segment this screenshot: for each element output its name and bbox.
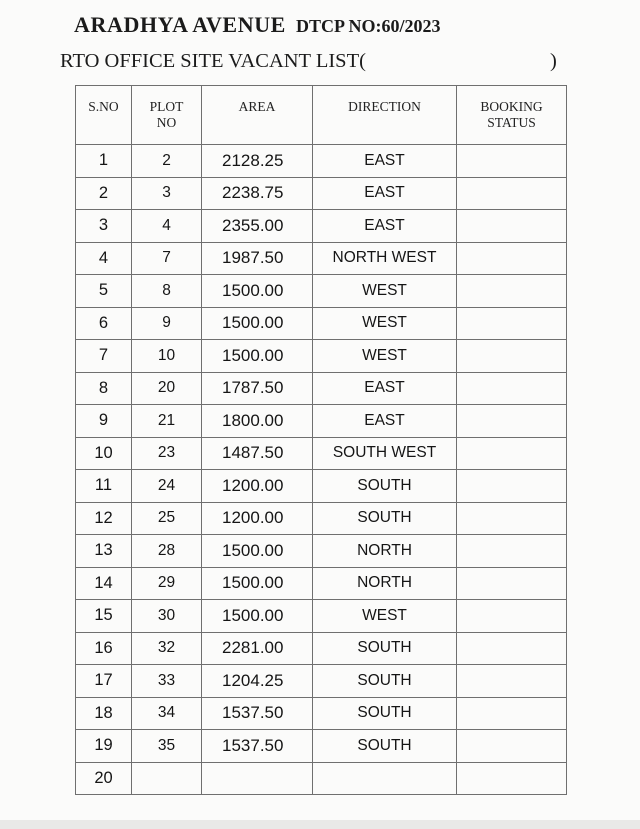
cell-area: 1500.00 bbox=[202, 567, 313, 600]
cell-plot-no: 9 bbox=[132, 307, 202, 340]
cell-direction: WEST bbox=[313, 600, 457, 633]
cell-direction: SOUTH bbox=[313, 730, 457, 763]
cell-direction: SOUTH bbox=[313, 697, 457, 730]
table-row bbox=[76, 372, 567, 405]
cell-area bbox=[202, 762, 313, 795]
column-header-plot-line1: PLOT bbox=[149, 99, 184, 114]
table-row bbox=[76, 210, 567, 243]
cell-booking-status bbox=[457, 762, 567, 795]
column-header-plot bbox=[132, 86, 202, 145]
column-header-booking-line2: STATUS bbox=[487, 115, 536, 130]
table-body bbox=[76, 145, 567, 795]
table-row bbox=[76, 307, 567, 340]
table-row bbox=[76, 697, 567, 730]
table-row bbox=[76, 535, 567, 568]
cell-booking-status bbox=[457, 535, 567, 568]
cell-booking-status bbox=[457, 372, 567, 405]
cell-sno: 4 bbox=[76, 242, 132, 275]
cell-plot-no: 28 bbox=[132, 535, 202, 568]
cell-direction: WEST bbox=[313, 307, 457, 340]
cell-direction: SOUTH WEST bbox=[313, 437, 457, 470]
cell-plot-no: 24 bbox=[132, 470, 202, 503]
cell-sno: 12 bbox=[76, 502, 132, 535]
cell-sno: 3 bbox=[76, 210, 132, 243]
cell-area: 1487.50 bbox=[202, 437, 313, 470]
cell-direction: SOUTH bbox=[313, 632, 457, 665]
cell-direction: EAST bbox=[313, 372, 457, 405]
cell-area: 1200.00 bbox=[202, 502, 313, 535]
cell-sno: 19 bbox=[76, 730, 132, 763]
cell-booking-status bbox=[457, 600, 567, 633]
column-header-area: AREA bbox=[202, 86, 313, 145]
cell-plot-no: 21 bbox=[132, 405, 202, 438]
cell-sno: 11 bbox=[76, 470, 132, 503]
cell-plot-no: 29 bbox=[132, 567, 202, 600]
cell-direction: WEST bbox=[313, 275, 457, 308]
table-row bbox=[76, 502, 567, 535]
cell-direction: NORTH bbox=[313, 535, 457, 568]
list-title-close: ) bbox=[550, 50, 557, 72]
cell-booking-status bbox=[457, 437, 567, 470]
cell-sno: 6 bbox=[76, 307, 132, 340]
cell-sno: 14 bbox=[76, 567, 132, 600]
cell-area: 1500.00 bbox=[202, 275, 313, 308]
cell-area: 1537.50 bbox=[202, 730, 313, 763]
column-header-direction: DIRECTION bbox=[313, 86, 457, 145]
page-bottom-edge bbox=[0, 820, 640, 829]
cell-area: 1204.25 bbox=[202, 665, 313, 698]
cell-plot-no: 4 bbox=[132, 210, 202, 243]
cell-direction: EAST bbox=[313, 405, 457, 438]
cell-plot-no bbox=[132, 762, 202, 795]
cell-area: 1500.00 bbox=[202, 535, 313, 568]
cell-direction: SOUTH bbox=[313, 665, 457, 698]
table-row bbox=[76, 242, 567, 275]
cell-booking-status bbox=[457, 210, 567, 243]
cell-direction: EAST bbox=[313, 145, 457, 178]
cell-plot-no: 30 bbox=[132, 600, 202, 633]
table-row bbox=[76, 145, 567, 178]
cell-plot-no: 8 bbox=[132, 275, 202, 308]
cell-area: 1500.00 bbox=[202, 340, 313, 373]
cell-booking-status bbox=[457, 730, 567, 763]
cell-plot-no: 32 bbox=[132, 632, 202, 665]
cell-area: 1537.50 bbox=[202, 697, 313, 730]
cell-sno: 9 bbox=[76, 405, 132, 438]
cell-booking-status bbox=[457, 632, 567, 665]
list-title bbox=[60, 50, 565, 73]
cell-area: 2128.25 bbox=[202, 145, 313, 178]
vacant-sites-table bbox=[75, 85, 567, 795]
cell-plot-no: 10 bbox=[132, 340, 202, 373]
project-name: ARADHYA AVENUE bbox=[74, 12, 286, 37]
cell-plot-no: 35 bbox=[132, 730, 202, 763]
table-row bbox=[76, 730, 567, 763]
cell-sno: 13 bbox=[76, 535, 132, 568]
cell-direction: NORTH bbox=[313, 567, 457, 600]
cell-booking-status bbox=[457, 145, 567, 178]
table-header-row bbox=[76, 86, 567, 145]
cell-sno: 20 bbox=[76, 762, 132, 795]
cell-booking-status bbox=[457, 502, 567, 535]
cell-sno: 2 bbox=[76, 177, 132, 210]
cell-area: 2238.75 bbox=[202, 177, 313, 210]
table-row bbox=[76, 340, 567, 373]
table-row bbox=[76, 177, 567, 210]
cell-direction: NORTH WEST bbox=[313, 242, 457, 275]
table-row bbox=[76, 567, 567, 600]
cell-direction: SOUTH bbox=[313, 470, 457, 503]
cell-direction bbox=[313, 762, 457, 795]
cell-sno: 1 bbox=[76, 145, 132, 178]
table-row bbox=[76, 470, 567, 503]
cell-booking-status bbox=[457, 665, 567, 698]
cell-plot-no: 2 bbox=[132, 145, 202, 178]
cell-area: 1987.50 bbox=[202, 242, 313, 275]
cell-sno: 7 bbox=[76, 340, 132, 373]
column-header-booking-line1: BOOKING bbox=[480, 99, 543, 114]
cell-area: 1500.00 bbox=[202, 600, 313, 633]
column-header-plot-line2: NO bbox=[156, 115, 177, 130]
cell-plot-no: 34 bbox=[132, 697, 202, 730]
cell-plot-no: 25 bbox=[132, 502, 202, 535]
cell-sno: 10 bbox=[76, 437, 132, 470]
cell-booking-status bbox=[457, 567, 567, 600]
cell-booking-status bbox=[457, 307, 567, 340]
dtcp-number: DTCP NO:60/2023 bbox=[295, 16, 441, 36]
table-row bbox=[76, 632, 567, 665]
cell-area: 1787.50 bbox=[202, 372, 313, 405]
cell-direction: WEST bbox=[313, 340, 457, 373]
cell-plot-no: 20 bbox=[132, 372, 202, 405]
cell-sno: 5 bbox=[76, 275, 132, 308]
cell-plot-no: 23 bbox=[132, 437, 202, 470]
cell-sno: 16 bbox=[76, 632, 132, 665]
cell-direction: EAST bbox=[313, 210, 457, 243]
table-row bbox=[76, 762, 567, 795]
cell-area: 2281.00 bbox=[202, 632, 313, 665]
cell-sno: 18 bbox=[76, 697, 132, 730]
list-title-text: RTO OFFICE SITE VACANT LIST( bbox=[60, 50, 366, 72]
cell-booking-status bbox=[457, 405, 567, 438]
table-row bbox=[76, 405, 567, 438]
cell-plot-no: 7 bbox=[132, 242, 202, 275]
table-row bbox=[76, 437, 567, 470]
document-heading bbox=[74, 12, 440, 38]
cell-plot-no: 3 bbox=[132, 177, 202, 210]
cell-sno: 15 bbox=[76, 600, 132, 633]
cell-area: 1800.00 bbox=[202, 405, 313, 438]
table-row bbox=[76, 665, 567, 698]
cell-plot-no: 33 bbox=[132, 665, 202, 698]
cell-booking-status bbox=[457, 242, 567, 275]
table-row bbox=[76, 275, 567, 308]
cell-direction: SOUTH bbox=[313, 502, 457, 535]
cell-booking-status bbox=[457, 697, 567, 730]
column-header-sno: S.NO bbox=[76, 86, 132, 145]
column-header-booking-status bbox=[457, 86, 567, 145]
table-row bbox=[76, 600, 567, 633]
cell-sno: 8 bbox=[76, 372, 132, 405]
cell-booking-status bbox=[457, 340, 567, 373]
cell-area: 1200.00 bbox=[202, 470, 313, 503]
cell-booking-status bbox=[457, 275, 567, 308]
cell-area: 1500.00 bbox=[202, 307, 313, 340]
cell-area: 2355.00 bbox=[202, 210, 313, 243]
cell-booking-status bbox=[457, 177, 567, 210]
cell-sno: 17 bbox=[76, 665, 132, 698]
cell-booking-status bbox=[457, 470, 567, 503]
cell-direction: EAST bbox=[313, 177, 457, 210]
